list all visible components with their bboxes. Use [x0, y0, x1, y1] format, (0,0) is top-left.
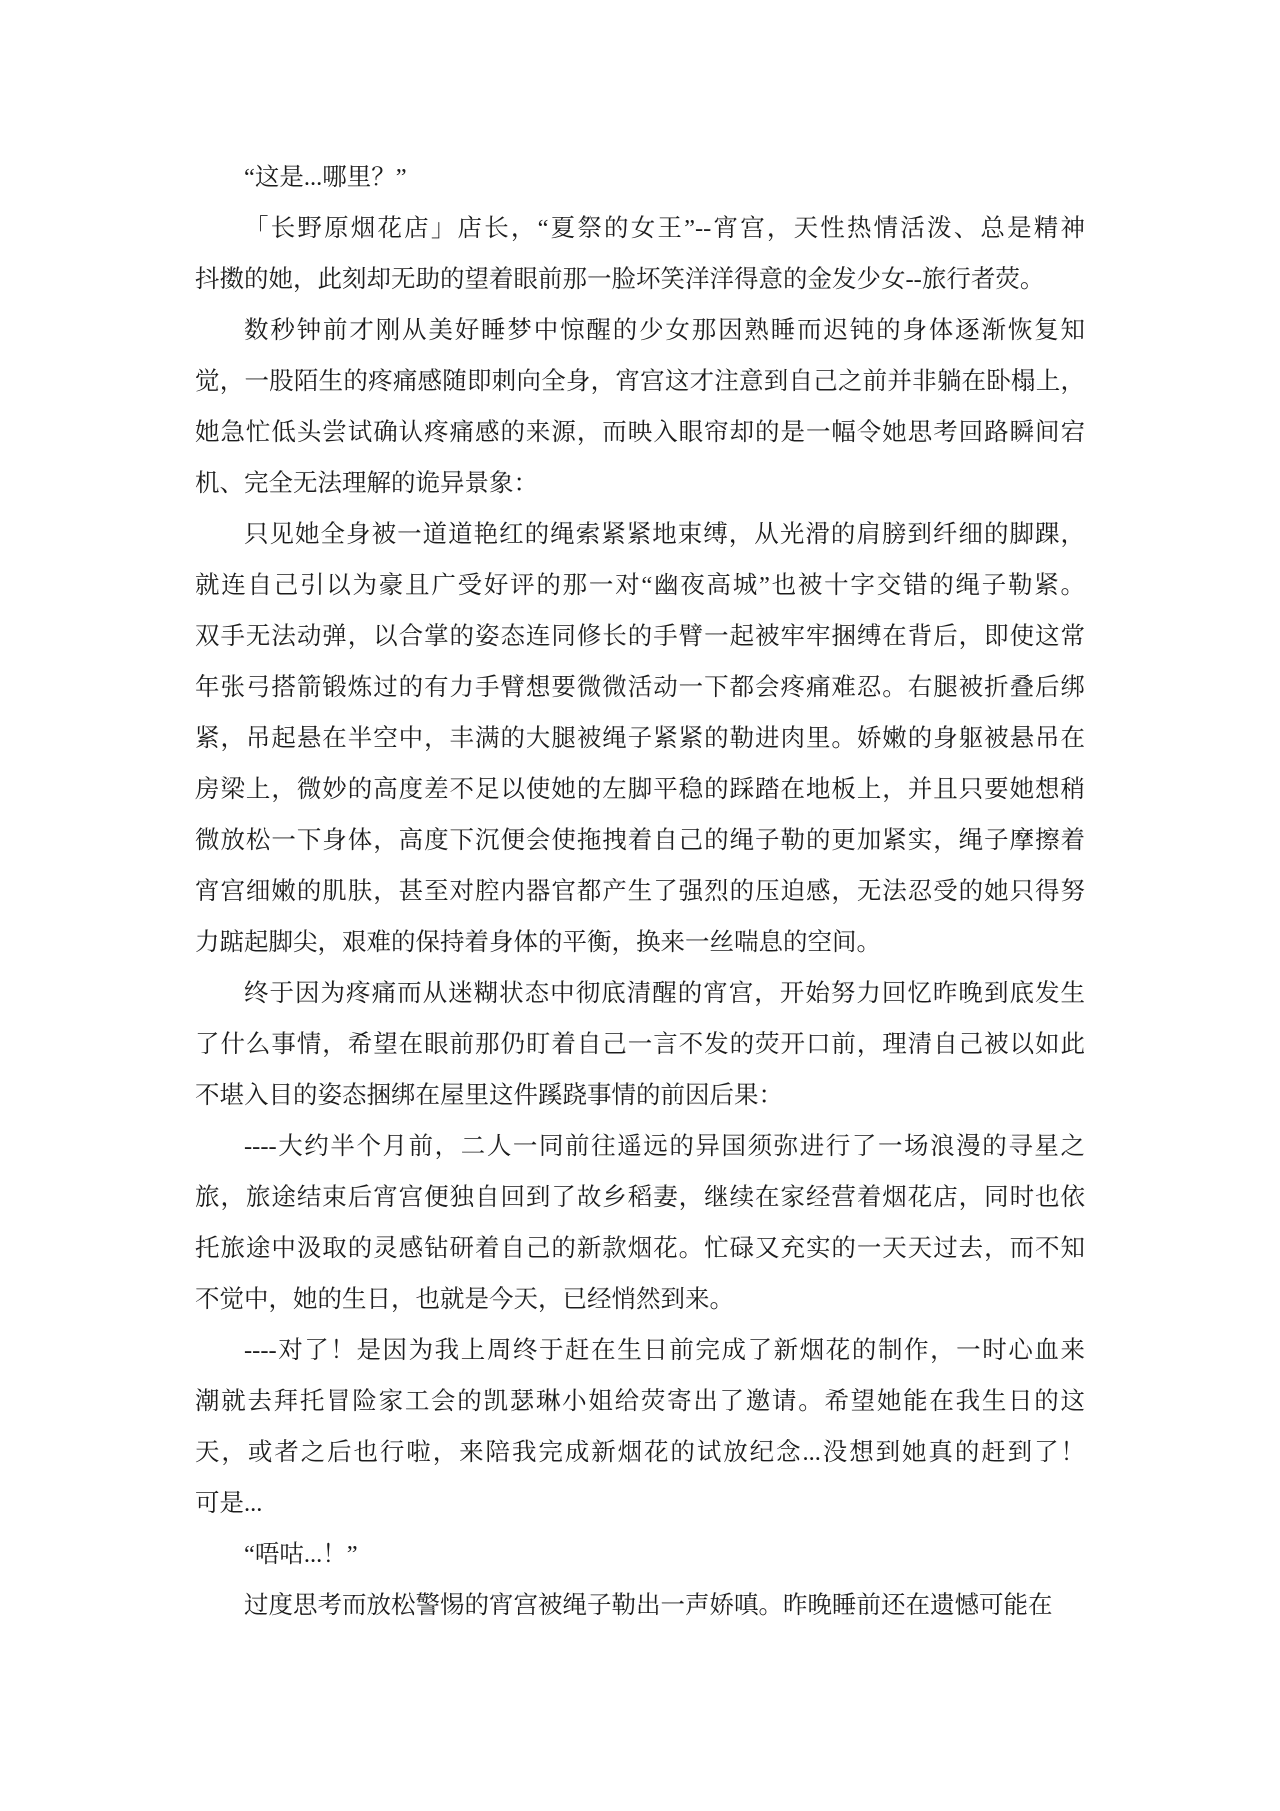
paragraph: [195, 203, 1085, 305]
text-line: 天，或者之后也行啦，来陪我完成新烟花的试放纪念...没想到她真的赶到了！: [195, 1439, 1085, 1466]
text-line: 托旅途中汲取的灵感钻研着自己的新款烟花。忙碌又充实的一天天过去，而不知: [195, 1235, 1085, 1262]
text-line: 年张弓搭箭锻炼过的有力手臂想要微微活动一下都会疼痛难忍。右腿被折叠后绑: [195, 674, 1085, 701]
text-line: 宵宫细嫩的肌肤，甚至对腔内器官都产生了强烈的压迫感，无法忍受的她只得努: [195, 878, 1085, 905]
paragraph: [195, 152, 1085, 203]
text-line: 机、完全无法理解的诡异景象：: [195, 470, 538, 497]
text-line: 「长野原烟花店」店长，“夏祭的女王”--宵宫，天性热情活泼、总是精神: [244, 215, 1085, 242]
paragraph: [195, 1325, 1085, 1529]
paragraph: [195, 1580, 1085, 1631]
text-line: 可是...: [195, 1490, 263, 1517]
paragraph: [195, 968, 1085, 1121]
text-line: 过度思考而放松警惕的宵宫被绳子勒出一声娇嗔。昨晚睡前还在遗憾可能在: [244, 1592, 1053, 1619]
text-line: 就连自己引以为豪且广受好评的那一对“幽夜高城”也被十字交错的绳子勒紧。: [195, 572, 1085, 599]
paragraph: [195, 305, 1085, 509]
text-line: 了什么事情，希望在眼前那仍盯着自己一言不发的荧开口前，理清自己被以如此: [195, 1031, 1085, 1058]
text-line: “这是...哪里？”: [244, 164, 407, 191]
text-line: 抖擞的她，此刻却无助的望着眼前那一脸坏笑洋洋得意的金发少女--旅行者荧。: [195, 266, 1045, 293]
document-text: [195, 152, 1085, 1631]
text-line: 觉，一股陌生的疼痛感随即刺向全身，宵宫这才注意到自己之前并非躺在卧榻上，: [195, 368, 1085, 395]
text-line: 潮就去拜托冒险家工会的凯瑟琳小姐给荧寄出了邀请。希望她能在我生日的这: [195, 1388, 1085, 1415]
text-line: 力踮起脚尖，艰难的保持着身体的平衡，换来一丝喘息的空间。: [195, 929, 881, 956]
text-line: 旅，旅途结束后宵宫便独自回到了故乡稻妻，继续在家经营着烟花店，同时也依: [195, 1184, 1085, 1211]
text-line: 不觉中，她的生日，也就是今天，已经悄然到来。: [195, 1286, 734, 1313]
paragraph: [195, 509, 1085, 968]
text-line: 她急忙低头尝试确认疼痛感的来源，而映入眼帘却的是一幅令她思考回路瞬间宕: [195, 419, 1085, 446]
text-line: 数秒钟前才刚从美好睡梦中惊醒的少女那因熟睡而迟钝的身体逐渐恢复知: [244, 317, 1085, 344]
text-line: 不堪入目的姿态捆绑在屋里这件蹊跷事情的前因后果：: [195, 1082, 783, 1109]
paragraph: [195, 1121, 1085, 1325]
text-line: ----对了！是因为我上周终于赶在生日前完成了新烟花的制作，一时心血来: [244, 1337, 1085, 1364]
text-line: 双手无法动弹，以合掌的姿态连同修长的手臂一起被牢牢捆缚在背后，即使这常: [195, 623, 1085, 650]
text-line: ----大约半个月前，二人一同前往遥远的异国须弥进行了一场浪漫的寻星之: [244, 1133, 1085, 1160]
text-line: 微放松一下身体，高度下沉便会使拖拽着自己的绳子勒的更加紧实，绳子摩擦着: [195, 827, 1085, 854]
text-line: 只见她全身被一道道艳红的绳索紧紧地束缚，从光滑的肩膀到纤细的脚踝，: [244, 521, 1085, 548]
text-line: 房梁上，微妙的高度差不足以使她的左脚平稳的踩踏在地板上，并且只要她想稍: [195, 776, 1085, 803]
text-line: 紧，吊起悬在半空中，丰满的大腿被绳子紧紧的勒进肉里。娇嫩的身躯被悬吊在: [195, 725, 1085, 752]
text-line: 终于因为疼痛而从迷糊状态中彻底清醒的宵宫，开始努力回忆昨晚到底发生: [244, 980, 1085, 1007]
paragraph: [195, 1529, 1085, 1580]
text-line: “唔咕...！”: [244, 1541, 358, 1568]
